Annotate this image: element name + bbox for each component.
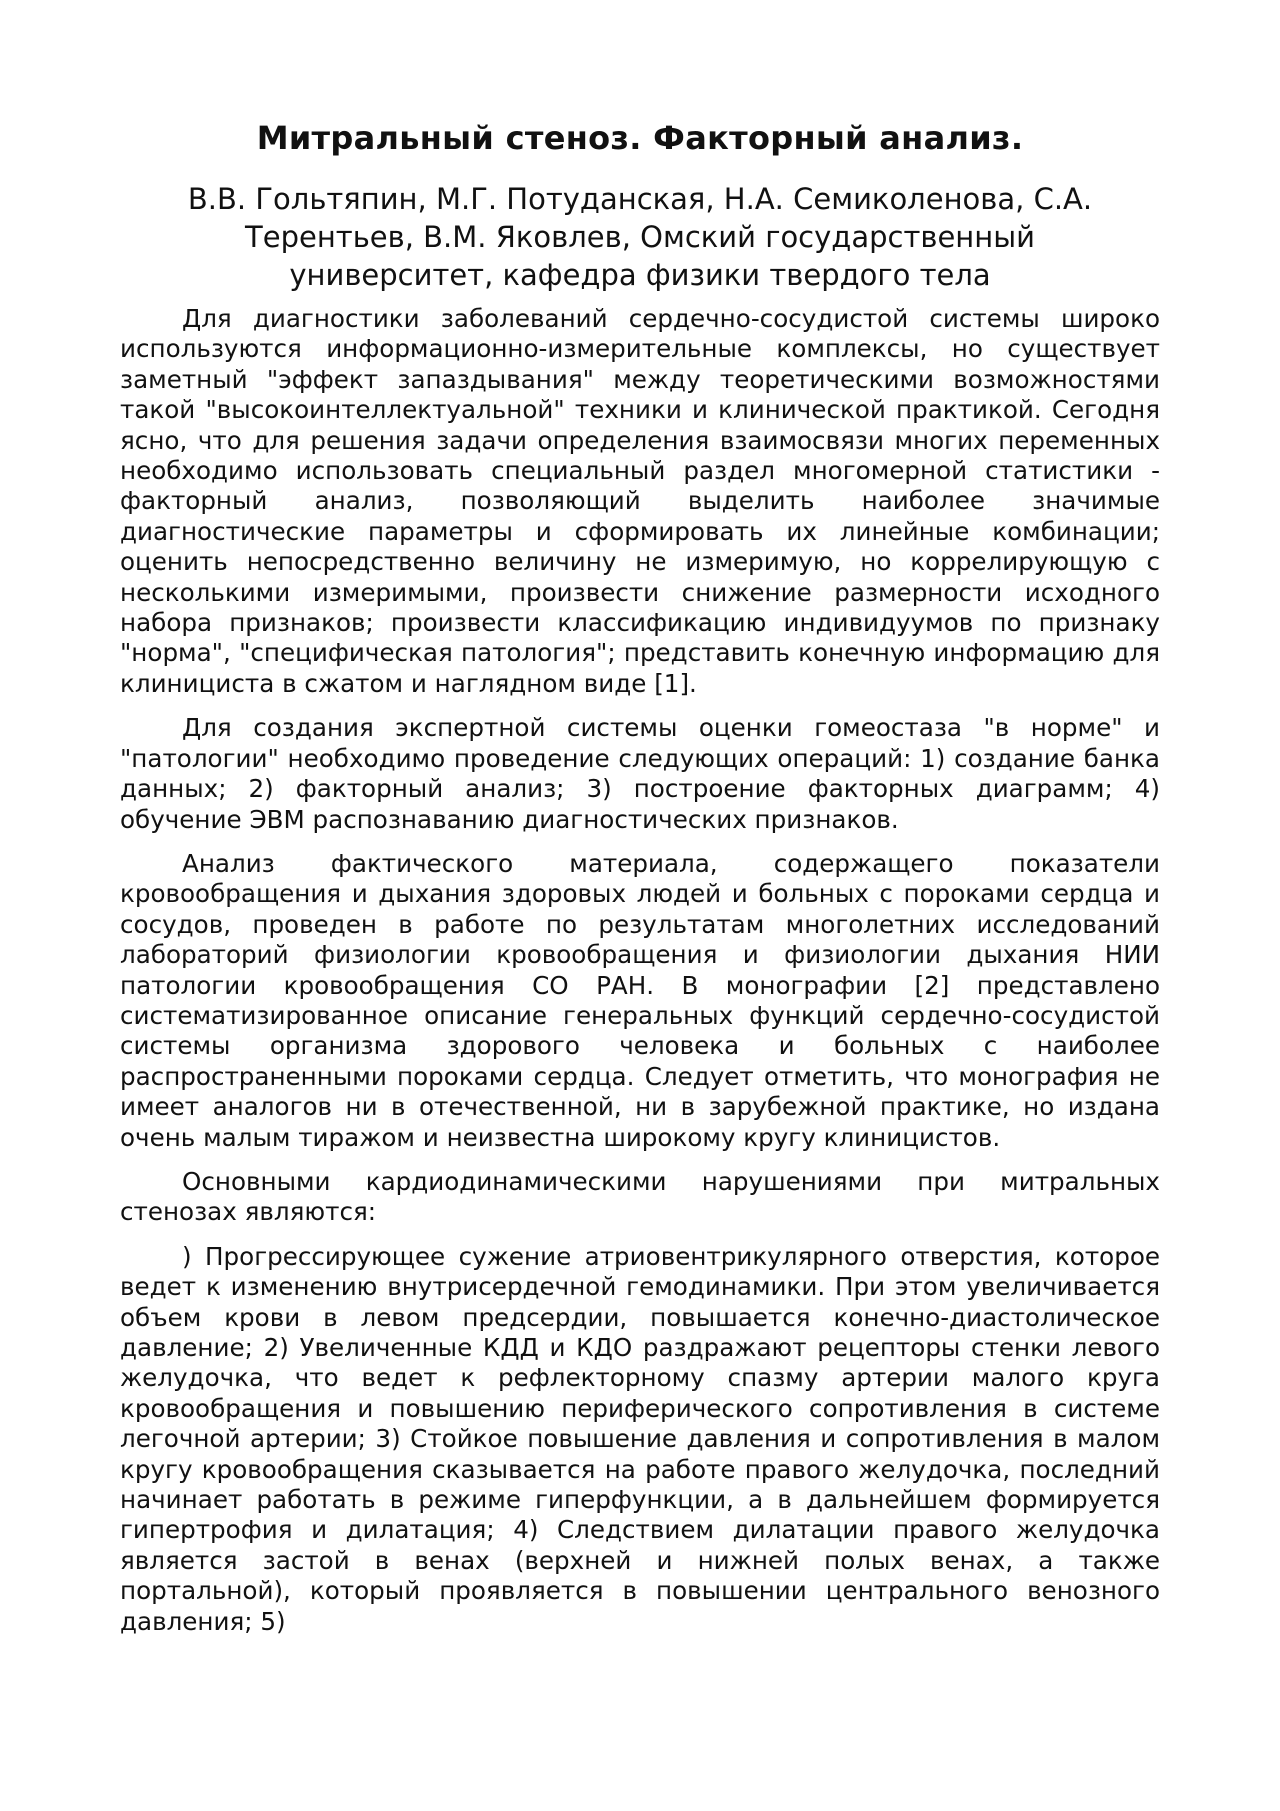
authors-line: В.В. Гольтяпин, М.Г. Потуданская, Н.А. Семиколенова, С.А. <box>187 182 1093 216</box>
paper-title: Митральный стеноз. Факторный анализ. <box>256 119 1024 157</box>
paragraph-disorders-list: ) Прогрессирующее сужение атриовентрикулярного отверстия, которое ведет к изменению внутрисердечной гемодинамики. При этом увеличивается объем крови в левом предсердии, повышается конечно-диастолическое давление; 2) Увеличенные КДД и КДО раздражают рецепторы стенки левого желудочка, что ведет к рефлекторному спазму артерии малого круга кровообращения и повышению периферического сопротивления в системе легочной артерии; 3) Стойкое повышение давления и сопротивления в малом кругу кровообращения сказывается на работе правого желудочка, последний начинает работать в режиме гиперфункции, а в дальнейшем формируется гипертрофия и дилатация; 4) Следствием дилатации правого желудочка является застой в венах (верхней и нижней полых венах, а также портальной), который проявляется в повышении центрального венозного давления; 5) <box>120 1241 1160 1636</box>
authors-line: Терентьев, В.М. Яковлев, Омский государственный <box>245 220 1035 254</box>
paragraph-expert-system: Для создания экспертной системы оценки гомеостаза "в норме" и "патологии" необходимо проведение следующих операций: 1) создание банка данных; 2) факторный анализ; 3) построение факторных диаграмм; 4) обучение ЭВМ распознаванию диагностических признаков. <box>120 713 1160 834</box>
paragraph-disorders-intro: Основными кардиодинамическими нарушениями при митральных стенозах являются: <box>120 1166 1160 1227</box>
document-page <box>120 0 1160 1637</box>
authors-line: университет, кафедра физики твердого тела <box>289 258 991 292</box>
authors-affiliation <box>120 180 1160 294</box>
paragraph-material-analysis: Анализ фактического материала, содержащего показатели кровообращения и дыхания здоровых людей и больных с пороками сердца и сосудов, проведен в работе по результатам многолетних исследований лабораторий физиологии кровообращения и физиологии дыхания НИИ патологии кровообращения СО РАН. В монографии [2] представлено систематизированное описание генеральных функций сердечно-сосудистой системы организма здорового человека и больных с наиболее распространенными пороками сердца. Следует отметить, что монография не имеет аналогов ни в отечественной, ни в зарубежной практике, но издана очень малым тиражом и неизвестна широкому кругу клиницистов. <box>120 848 1160 1152</box>
paragraph-introduction: Для диагностики заболеваний сердечно-сосудистой системы широко используются информационно-измерительные комплексы, но существует заметный "эффект запаздывания" между теоретическими возможностями такой "высокоинтеллектуальной" техники и клинической практикой. Сегодня ясно, что для решения задачи определения взаимосвязи многих переменных необходимо использовать специальный раздел многомерной статистики - факторный анализ, позволяющий выделить наиболее значимые диагностические параметры и сформировать их линейные комбинации; оценить непосредственно величину не измеримую, но коррелирующую с несколькими измеримыми, произвести снижение размерности исходного набора признаков; произвести классификацию индивидуумов по признаку "норма", "специфическая патология"; представить конечную информацию для клинициста в сжатом и наглядном виде [1]. <box>120 304 1160 698</box>
body-text <box>120 304 1160 1637</box>
